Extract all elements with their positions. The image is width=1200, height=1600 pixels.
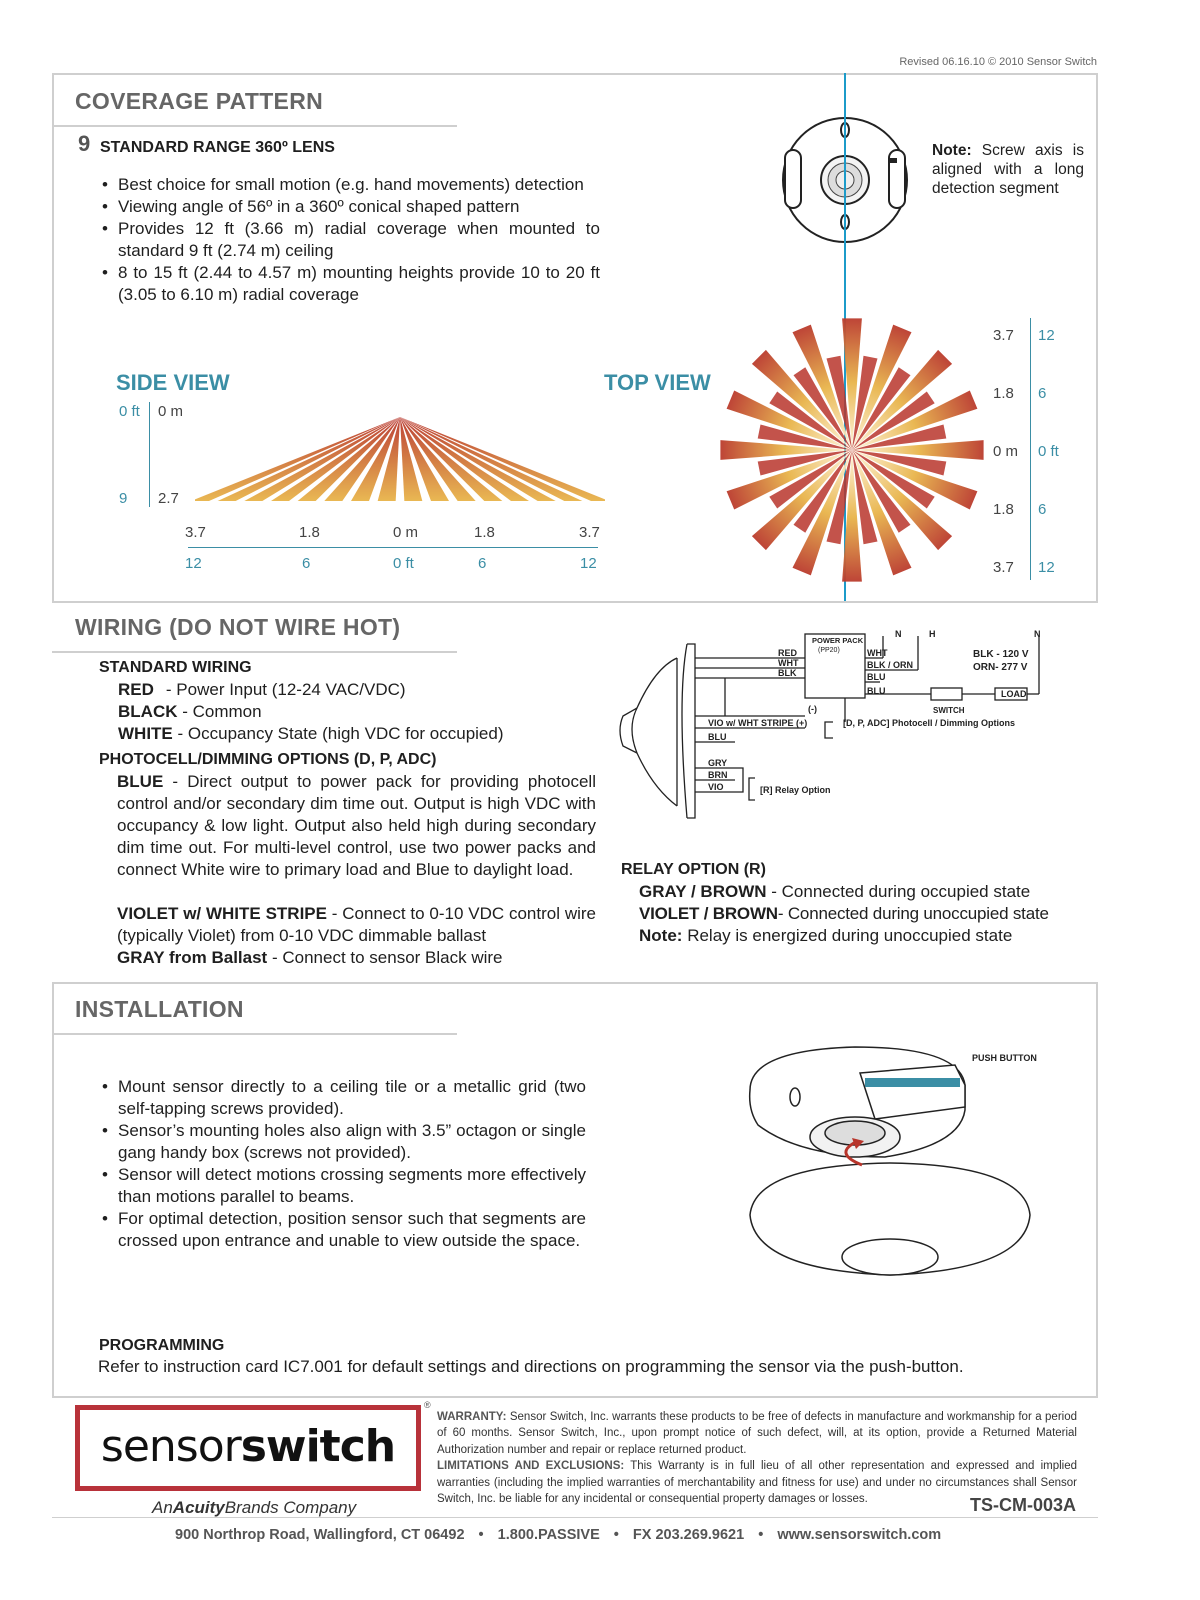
diagram-out-blk-orn: BLK / ORN <box>867 660 913 670</box>
coverage-title-rule <box>52 125 457 127</box>
relay-violet-brown-text: - Connected during unoccupied state <box>777 904 1049 923</box>
limitations-text: This Warranty is in full lieu of all other representation and expressed and implied warranties (including the implied warranties of merchantability and fitness for use) and under no circumstances shall Sensor Switch, Inc. be liable for any incidental or consequential property damages or losses. <box>437 1460 1078 1506</box>
list-item: • Sensor’s mounting holes also align with 3.5” octagon or single gang handy box (screws not provided). <box>98 1120 586 1164</box>
footer-rule <box>52 1517 1098 1518</box>
relay-note <box>639 925 1012 947</box>
blue-wire-paragraph <box>117 771 596 881</box>
logo-bold: switch <box>240 1421 396 1472</box>
side-x-ft-2: 0 ft <box>393 555 414 572</box>
document-code: TS-CM-003A <box>970 1495 1077 1515</box>
wiring-diagram <box>615 628 1095 828</box>
diagram-power-pack: POWER PACK <box>812 636 864 645</box>
sensorswitch-logo <box>75 1405 421 1491</box>
diagram-out-blu2: BLU <box>867 686 886 696</box>
footer-sep: • <box>478 1527 484 1543</box>
wire-black-text: - Common <box>182 702 262 721</box>
side-x-m-0: 3.7 <box>185 524 206 541</box>
relay-gray-brown <box>639 881 1030 903</box>
footer-fax: FX 203.269.9621 <box>632 1527 745 1543</box>
relay-note-label: Note: <box>639 926 683 945</box>
side-x-m-4: 3.7 <box>579 524 600 541</box>
warranty-block <box>437 1409 1077 1507</box>
footer-sep: • <box>758 1527 764 1543</box>
list-item: • Best choice for small motion (e.g. hand movements) detection <box>98 174 600 196</box>
side-view-vertical-axis <box>149 402 150 507</box>
top-ft-2: 0 ft <box>1038 443 1059 460</box>
diagram-voltage2: ORN- 277 V <box>973 662 1028 673</box>
installation-title-rule <box>52 1033 457 1035</box>
top-ft-1: 6 <box>1038 385 1047 402</box>
relay-title: RELAY OPTION (R) <box>621 861 766 878</box>
blue-wire-label: BLUE <box>117 772 164 791</box>
installation-title: INSTALLATION <box>75 996 244 1022</box>
push-button-label: PUSH BUTTON <box>972 1053 1037 1063</box>
list-item: • Provides 12 ft (3.66 m) radial coverage when mounted to standard 9 ft (2.74 m) ceiling <box>98 218 600 262</box>
wire-white-text: - Occupancy State (high VDC for occupied) <box>177 724 504 743</box>
violet-wire-label: VIOLET w/ WHITE STRIPE <box>117 904 327 923</box>
gray-wire-paragraph <box>117 947 596 969</box>
diagram-vio: VIO <box>708 782 724 792</box>
wire-black <box>118 701 262 723</box>
relay-violet-brown-label: VIOLET / BROWN <box>639 904 778 923</box>
top-ft-4: 12 <box>1038 559 1055 576</box>
side-view-horizontal-axis <box>188 547 598 548</box>
violet-wire-text: - Connect to 0-10 VDC control wire (typically Violet) from 0-10 VDC dimmable ballast <box>117 904 596 945</box>
list-item: • Sensor will detect motions crossing segments more effectively than motions parallel to beams. <box>98 1164 586 1208</box>
gray-wire-text: - Connect to sensor Black wire <box>271 948 503 967</box>
list-item: • For optimal detection, position sensor such that segments are crossed upon entrance and unable to view outside the space. <box>98 1208 586 1252</box>
footer-sep: • <box>613 1527 619 1543</box>
wire-red-label: RED <box>118 680 154 699</box>
top-m-2: 0 m <box>993 443 1019 460</box>
logo-light: sensor <box>100 1421 241 1472</box>
logo-tagline <box>152 1498 356 1518</box>
relay-note-text: Relay is energized during unoccupied state <box>687 926 1013 945</box>
lens-title: STANDARD RANGE 360º LENS <box>100 139 335 156</box>
gray-wire-label: GRAY from Ballast <box>117 948 268 967</box>
footer-web[interactable]: www.sensorswitch.com <box>777 1527 942 1543</box>
side-x-ft-3: 6 <box>478 555 487 572</box>
diagram-brn: BRN <box>708 770 728 780</box>
logo-registered-mark: ® <box>424 1400 431 1410</box>
wire-white <box>118 723 504 745</box>
installation-bullets <box>98 1076 586 1252</box>
footer-address: 900 Northrop Road, Wallingford, CT 06492 <box>175 1527 465 1543</box>
blue-wire-text: - Direct output to power pack for providing photocell control and/or secondary dim time out. Output is high VDC with occupancy & low light. Output also held high during secondary dim time out. For multi-level control, use two power packs and connect White wire to primary load and Blue to daylight load. <box>117 772 596 879</box>
top-m-4: 3.7 <box>993 559 1014 576</box>
diagram-h: H <box>929 629 936 639</box>
diagram-blk: BLK <box>778 668 797 678</box>
wire-black-label: BLACK <box>118 702 178 721</box>
diagram-n2: N <box>1034 629 1041 639</box>
relay-gray-brown-text: - Connected during occupied state <box>771 882 1031 901</box>
diagram-vio-stripe: VIO w/ WHT STRIPE (+) <box>708 718 808 728</box>
side-x-ft-0: 12 <box>185 555 202 572</box>
tagline-acuity: Acuity <box>172 1498 225 1517</box>
diagram-relay-opt: [R] Relay Option <box>760 785 831 795</box>
diagram-load: LOAD <box>1001 689 1027 699</box>
standard-wiring-title: STANDARD WIRING <box>99 659 252 676</box>
diagram-out-wht: WHT <box>867 648 888 658</box>
side-view-top-m: 0 m <box>158 403 184 420</box>
diagram-blu: BLU <box>708 732 727 742</box>
programming-text: Refer to instruction card IC7.001 for default settings and directions on programming the sensor via the push-button. <box>98 1357 964 1376</box>
wire-red <box>118 679 406 701</box>
photocell-title: PHOTOCELL/DIMMING OPTIONS (D, P, ADC) <box>99 751 437 768</box>
diagram-out-blu1: BLU <box>867 672 886 682</box>
warranty-text: Sensor Switch, Inc. warrants these products to be free of defects in manufacture and workmanship for a period of 60 months. Sensor Switch, Inc., upon prompt notice of such defect, will, at its option, provide a Returned Material Authorization number and repair or replace returned product. <box>437 1411 1077 1456</box>
footer-phone: 1.800.PASSIVE <box>497 1527 600 1543</box>
footer-contact <box>175 1527 941 1543</box>
top-view-beams <box>717 315 987 585</box>
diagram-n1: N <box>895 629 902 639</box>
note-text: Screw axis is aligned with a long detection segment <box>932 142 1084 197</box>
top-m-3: 1.8 <box>993 501 1014 518</box>
side-x-m-2: 0 m <box>393 524 419 541</box>
lens-number: 9 <box>78 131 91 156</box>
tagline-an: An <box>152 1498 173 1517</box>
side-view-top-ft: 0 ft <box>119 403 140 420</box>
violet-wire-paragraph <box>117 903 596 947</box>
diagram-pp-model: (PP20) <box>818 647 840 654</box>
diagram-red: RED <box>778 648 798 658</box>
coverage-title: COVERAGE PATTERN <box>75 88 324 114</box>
wire-white-label: WHITE <box>118 724 173 743</box>
diagram-wht: WHT <box>778 658 799 668</box>
wiring-title: WIRING (DO NOT WIRE HOT) <box>75 614 401 640</box>
top-ft-0: 12 <box>1038 327 1055 344</box>
side-x-m-1: 1.8 <box>299 524 320 541</box>
top-m-0: 3.7 <box>993 327 1014 344</box>
diagram-gry: GRY <box>708 758 728 768</box>
warranty-label: WARRANTY: <box>437 1411 507 1423</box>
installation-illustration <box>740 1045 1040 1305</box>
diagram-voltage1: BLK - 120 V <box>973 649 1029 660</box>
diagram-switch: SWITCH <box>933 706 965 715</box>
side-view-beams <box>195 415 605 505</box>
relay-gray-brown-label: GRAY / BROWN <box>639 882 767 901</box>
top-view-title: TOP VIEW <box>604 370 711 395</box>
list-item: • 8 to 15 ft (2.44 to 4.57 m) mounting heights provide 10 to 20 ft (3.05 to 6.10 m) radial coverage <box>98 262 600 306</box>
note-label: Note: <box>932 142 972 159</box>
top-m-1: 1.8 <box>993 385 1014 402</box>
screw-axis-note <box>932 141 1084 198</box>
revision-note: Revised 06.16.10 © 2010 Sensor Switch <box>899 56 1097 68</box>
programming-title: PROGRAMMING <box>99 1337 225 1354</box>
side-x-ft-1: 6 <box>302 555 311 572</box>
tagline-rest: Brands Company <box>224 1498 357 1517</box>
list-item: • Mount sensor directly to a ceiling tile or a metallic grid (two self-tapping screws provided). <box>98 1076 586 1120</box>
list-item: • Viewing angle of 56º in a 360º conical shaped pattern <box>98 196 600 218</box>
side-x-ft-4: 12 <box>580 555 597 572</box>
diagram-minus: (-) <box>808 704 817 714</box>
top-view-vertical-axis <box>1030 318 1031 580</box>
side-view-title: SIDE VIEW <box>116 370 230 395</box>
coverage-bullets <box>98 174 600 306</box>
top-ft-3: 6 <box>1038 501 1047 518</box>
relay-violet-brown <box>639 903 1049 925</box>
side-view-bottom-ft: 9 <box>119 490 128 507</box>
wire-red-text: - Power Input (12-24 VAC/VDC) <box>165 680 406 699</box>
diagram-photocell-opt: [D, P, ADC] Photocell / Dimming Options <box>843 718 1016 728</box>
wiring-title-rule <box>52 651 457 653</box>
limitations-label: LIMITATIONS AND EXCLUSIONS: <box>437 1460 625 1473</box>
side-x-m-3: 1.8 <box>474 524 495 541</box>
side-view-bottom-m: 2.7 <box>158 490 179 507</box>
